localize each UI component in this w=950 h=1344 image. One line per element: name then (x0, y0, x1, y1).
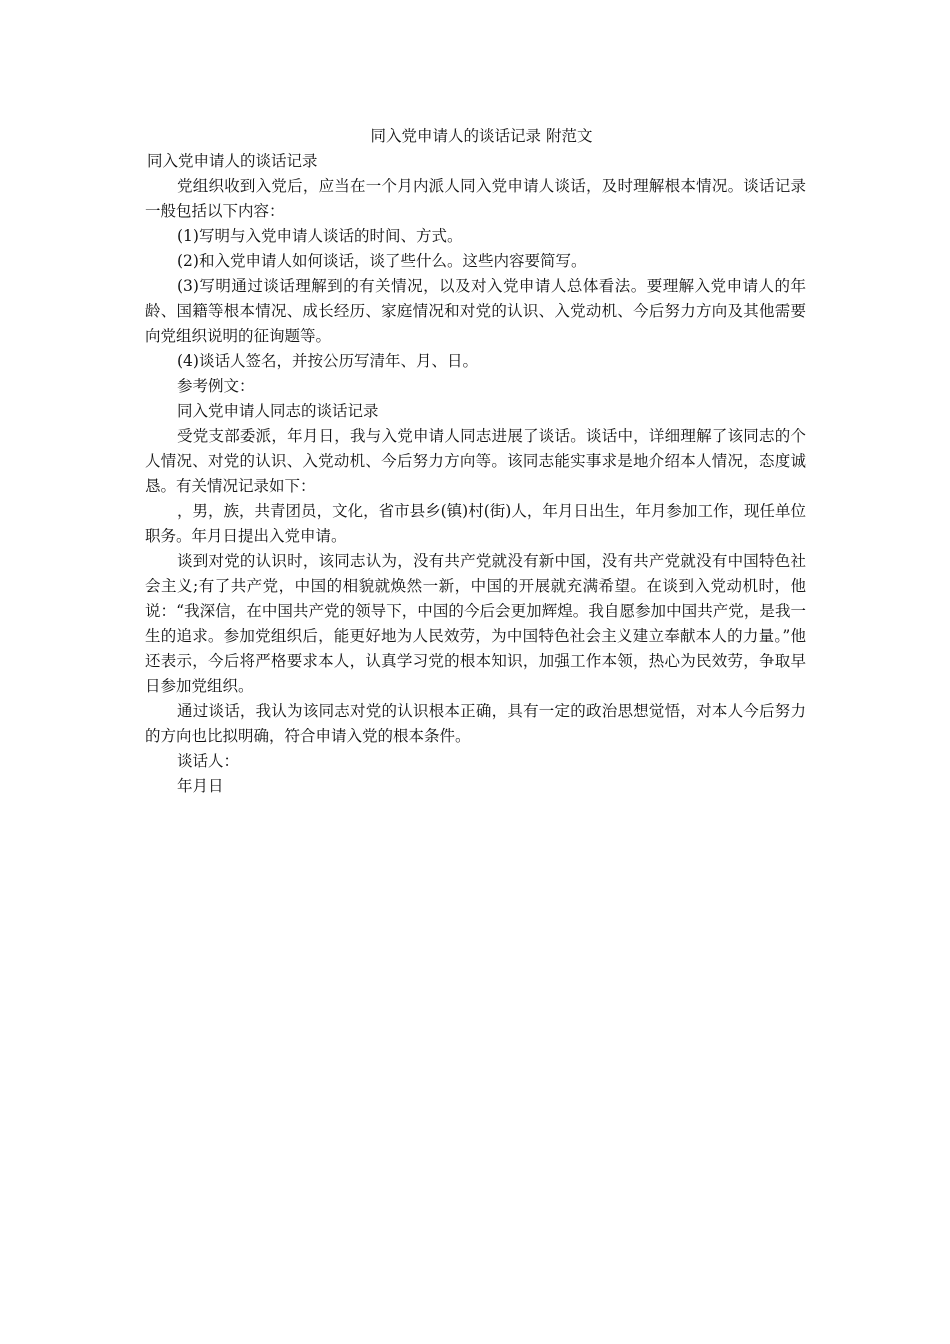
paragraph-party-understanding: 谈到对党的认识时，该同志认为，没有共产党就没有新中国，没有共产党就没有中国特色社会主义;有了共产党，中国的相貌就焕然一新，中国的开展就充满希望。在谈到入党动机时，他说：“我深信，在中国共产党的领导下，中国的今后会更加辉煌。我自愿参加中国共产党，是我一生的追求。参加党组织后，能更好地为人民效劳，为中国特色社会主义建立奉献本人的力量。”他还表示，今后将严格要求本人，认真学习党的根本知识，加强工作本领，热心为民效劳，争取早日参加党组织。 (145, 552, 806, 695)
document-subtitle: 同入党申请人的谈话记录 (147, 152, 318, 170)
date-label: 年月日 (177, 777, 224, 795)
document-body (145, 124, 806, 799)
paragraph-example-title: 同入党申请人同志的谈话记录 (177, 402, 379, 420)
signature-label: 谈话人： (177, 752, 240, 770)
paragraph-example-label: 参考例文： (177, 377, 255, 395)
paragraph-example-intro: 受党支部委派，年月日，我与入党申请人同志进展了谈话。谈话中，详细理解了该同志的个人情况、对党的认识、入党动机、今后努力方向等。该同志能实事求是地介绍本人情况，态度诚恳。有关情况记录如下： (145, 427, 806, 495)
paragraph-item-2: (2)和入党申请人如何谈话，谈了些什么。这些内容要简写。 (177, 252, 587, 270)
paragraph-intro: 党组织收到入党后，应当在一个月内派人同入党申请人谈话，及时理解根本情况。谈话记录一般包括以下内容： (145, 177, 806, 220)
paragraph-conclusion: 通过谈话，我认为该同志对党的认识根本正确，具有一定的政治思想觉悟，对本人今后努力的方向也比拟明确，符合申请入党的根本条件。 (145, 702, 806, 745)
paragraph-item-3: (3)写明通过谈话理解到的有关情况，以及对入党申请人总体看法。要理解入党申请人的年龄、国籍等根本情况、成长经历、家庭情况和对党的认识、入党动机、今后努力方向及其他需要向党组织说明的征询题等。 (145, 277, 806, 345)
paragraph-item-1: (1)写明与入党申请人谈话的时间、方式。 (177, 227, 463, 245)
document-title: 同入党申请人的谈话记录 附范文 (370, 127, 593, 145)
paragraph-item-4: (4)谈话人签名，并按公历写清年、月、日。 (177, 352, 478, 370)
paragraph-personal-info: ，男，族，共青团员，文化，省市县乡(镇)村(街)人，年月日出生，年月参加工作，现任单位职务。年月日提出入党申请。 (145, 502, 806, 545)
